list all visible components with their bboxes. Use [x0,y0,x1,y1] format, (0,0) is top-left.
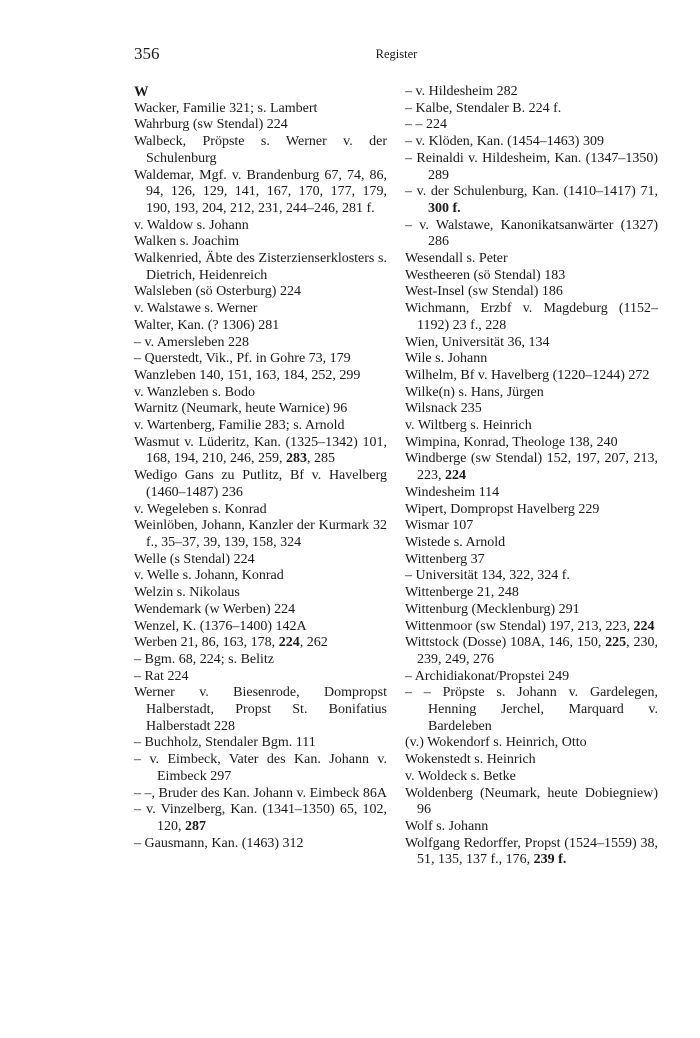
index-subentry [134,735,387,752]
entry-text: Wokenstedt s. Heinrich [405,752,536,768]
index-entry [134,552,387,569]
index-subentry [405,101,658,118]
entry-text: – v. Hildesheim 282 [405,84,518,99]
entry-text: Walken s. Joachim [134,234,240,250]
index-entry [405,735,658,752]
index-subentry [134,786,387,803]
entry-text: W [134,84,149,100]
entry-text: Wittenberge 21, 248 [405,585,519,601]
entry-text: – Archidiakonat/Propstei 249 [405,668,570,684]
index-subentry [405,218,658,251]
entry-text: Walbeck, Pröpste s. Werner v. der Schulenburg [134,134,387,166]
index-subentry [134,335,387,352]
index-entry [134,418,387,435]
entry-text: Wanzleben 140, 151, 163, 184, 252, 299 [134,367,361,383]
entry-text: Windberge (sw Stendal) 152, 197, 207, 213, 223, [405,451,658,484]
index-entry [405,552,658,569]
entry-text: Wile s. Johann [405,351,488,367]
entry-text: Wolfgang Redorffer, Propst (1524–1559) 38, 51, 135, 137 f., 176, [405,835,658,868]
index-entry [134,635,387,652]
index-subentry [405,568,658,585]
entry-text: Wistede s. Arnold [405,534,506,550]
index-subentry [405,151,658,184]
entry-text: v. Walstawe s. Werner [134,301,258,317]
entry-text: Wasmut v. Lüderitz, Kan. (1325–1342) 101, 168, 194, 210, 246, 259, [134,434,387,467]
main-reference-page: 225 [605,635,627,651]
page-header [134,44,659,68]
entry-text: – Reinaldi v. Hildesheim, Kan. (1347–1350) 289 [405,150,658,183]
entry-text: Wittenmoor (sw Stendal) 197, 213, 223, [405,618,634,634]
entry-text: – –, Bruder des Kan. Johann v. Eimbeck 86A [134,785,387,801]
index-entry [405,301,658,334]
entry-text: Windesheim 114 [405,484,500,500]
index-entry [134,134,387,167]
entry-text: Wittstock (Dosse) 108A, 146, 150, [405,635,606,651]
entry-text: v. Welle s. Johann, Konrad [134,568,284,584]
section-letter [134,84,387,101]
index-entry [405,602,658,619]
entry-text: Wahrburg (sw Stendal) 224 [134,117,288,133]
index-subentry [405,117,658,134]
entry-text: – v. Klöden, Kan. (1454–1463) 309 [405,134,604,150]
entry-text: Walsleben (sö Osterburg) 224 [134,284,301,300]
entry-text: – Bgm. 68, 224; s. Belitz [134,651,274,667]
entry-text: Wacker, Familie 321; s. Lambert [134,100,318,116]
index-entry [405,502,658,519]
entry-text: Wolf s. Johann [405,818,489,834]
entry-text: – v. der Schulenburg, Kan. (1410–1417) 71, [405,184,658,200]
entry-text: Wendemark (w Werben) 224 [134,601,296,617]
main-reference-page: 283 [286,451,307,467]
entry-text: Werner v. Biesenrode, Dompropst Halberstadt, Propst St. Bonifatius Halberstadt 228 [134,685,387,734]
main-reference-page: 239 f. [533,852,567,868]
entry-text: v. Waldow s. Johann [134,217,249,233]
entry-text: Welle (s Stendal) 224 [134,551,255,567]
entry-text: Wesendall s. Peter [405,251,508,267]
entry-text: Wedigo Gans zu Putlitz, Bf v. Havelberg (1460–1487) 236 [134,468,387,500]
index-entry [134,117,387,134]
entry-text-tail: , 230, 239, 249, 276 [417,635,658,667]
entry-text: – Universität 134, 322, 324 f. [405,568,570,584]
entry-text: Weinlöben, Johann, Kanzler der Kurmark 32 f., 35–37, 39, 139, 158, 324 [134,518,387,550]
entry-text: v. Woldeck s. Betke [405,768,516,784]
entry-text: Werben 21, 86, 163, 178, [134,635,279,651]
entry-text: Wilsnack 235 [405,401,482,417]
index-entry [134,318,387,335]
entry-text: Wismar 107 [405,518,474,534]
index-entry [405,786,658,819]
main-reference-page: 287 [185,818,206,834]
entry-text: v. Wegeleben s. Konrad [134,501,267,517]
index-entry [134,368,387,385]
entry-text: – v. Amersleben 228 [134,334,249,350]
index-entry [134,301,387,318]
index-entry [405,619,658,636]
index-entry [405,769,658,786]
index-entry [134,685,387,735]
entry-text: – Gausmann, Kan. (1463) 312 [134,835,304,851]
index-subentry [134,351,387,368]
index-entry [134,234,387,251]
entry-text: (v.) Wokendorf s. Heinrich, Otto [405,735,587,751]
entry-text: West-Insel (sw Stendal) 186 [405,284,563,300]
index-entry [405,368,658,385]
index-entry [405,485,658,502]
index-entry [134,251,387,284]
entry-text: Walkenried, Äbte des Zisterzienserklosters s. Dietrich, Heidenreich [134,251,387,283]
index-entry [405,251,658,268]
main-reference-page: 300 f. [428,200,461,216]
index-entry [134,602,387,619]
entry-text: Welzin s. Nikolaus [134,585,240,601]
index-entry [134,502,387,519]
entry-text: – – 224 [405,117,447,133]
index-entry [134,585,387,602]
index-subentry [405,84,658,101]
entry-text: – Rat 224 [134,668,189,684]
index-entry [405,518,658,535]
index-entry [405,351,658,368]
entry-text: v. Wiltberg s. Heinrich [405,418,532,434]
index-entry [405,385,658,402]
index-entry [405,401,658,418]
index-entry [405,451,658,484]
entry-text: – – Pröpste s. Johann v. Gardelegen, Henning Jerchel, Marquard v. Bardeleben [405,685,658,734]
index-entry [134,284,387,301]
index-entry [134,568,387,585]
index-entry [405,284,658,301]
index-subentry [134,652,387,669]
entry-text: Woldenberg (Neumark, heute Dobiegniew) 96 [405,785,658,818]
index-entry [405,268,658,285]
entry-text: – Buchholz, Stendaler Bgm. 111 [134,735,316,751]
index-entry [405,752,658,769]
index-column-left [134,84,387,852]
entry-text: Wenzel, K. (1376–1400) 142A [134,618,307,634]
main-reference-page: 224 [633,618,655,634]
entry-text: – v. Vinzelberg, Kan. (1341–1350) 65, 102, 120, [134,802,387,834]
index-entry [405,819,658,836]
index-subentry [405,184,658,217]
index-entry [134,619,387,636]
page-number: 356 [134,44,160,63]
index-entry [405,836,658,869]
index-entry [134,401,387,418]
entry-text: Wittenberg 37 [405,551,485,567]
index-subentry [134,836,387,853]
index-subentry [405,669,658,686]
index-entry [405,418,658,435]
index-entry [405,535,658,552]
running-title: Register [375,47,418,61]
entry-text: Wichmann, Erzbf v. Magdeburg (1152–1192) 23 f., 228 [405,301,658,333]
index-entry [134,518,387,551]
index-column-right [405,84,658,869]
index-entry [134,168,387,218]
entry-text: Wien, Universität 36, 134 [405,334,550,350]
entry-text: Wittenburg (Mecklenburg) 291 [405,601,580,617]
entry-text: v. Wanzleben s. Bodo [134,384,255,400]
entry-text: Westheeren (sö Stendal) 183 [405,267,566,283]
index-entry [134,101,387,118]
main-reference-page: 224 [445,468,466,484]
index-entry [134,218,387,235]
entry-text: v. Wartenberg, Familie 283; s. Arnold [134,418,345,434]
entry-text: – Kalbe, Stendaler B. 224 f. [405,100,562,116]
entry-text: Walter, Kan. (? 1306) 281 [134,317,280,333]
index-entry [134,435,387,468]
entry-text: – v. Eimbeck, Vater des Kan. Johann v. Eimbeck 297 [134,752,387,784]
entry-text-tail: , 285 [307,451,335,467]
entry-text-tail: , 262 [299,635,328,651]
entry-text: Wipert, Dompropst Havelberg 229 [405,501,600,517]
entry-text: Wilke(n) s. Hans, Jürgen [405,384,544,400]
index-subentry [134,802,387,835]
index-entry [134,385,387,402]
index-subentry [405,134,658,151]
entry-text: – v. Walstawe, Kanonikatsanwärter (1327) 286 [405,217,658,250]
index-subentry [405,685,658,735]
index-entry [134,468,387,501]
index-entry [405,635,658,668]
index-entry [405,335,658,352]
main-reference-page: 224 [278,635,300,651]
entry-text: Warnitz (Neumark, heute Warnice) 96 [134,401,348,417]
index-subentry [134,669,387,686]
entry-text: – Querstedt, Vik., Pf. in Gohre 73, 179 [134,351,351,367]
entry-text: Wimpina, Konrad, Theologe 138, 240 [405,434,618,450]
entry-text: Wilhelm, Bf v. Havelberg (1220–1244) 272 [405,367,650,383]
entry-text: Waldemar, Mgf. v. Brandenburg 67, 74, 86, 94, 126, 129, 141, 167, 170, 177, 179, 190, 193, 204, 212, 231, 244–246, 281 f. [134,167,387,216]
index-entry [405,585,658,602]
index-subentry [134,752,387,785]
index-entry [405,435,658,452]
